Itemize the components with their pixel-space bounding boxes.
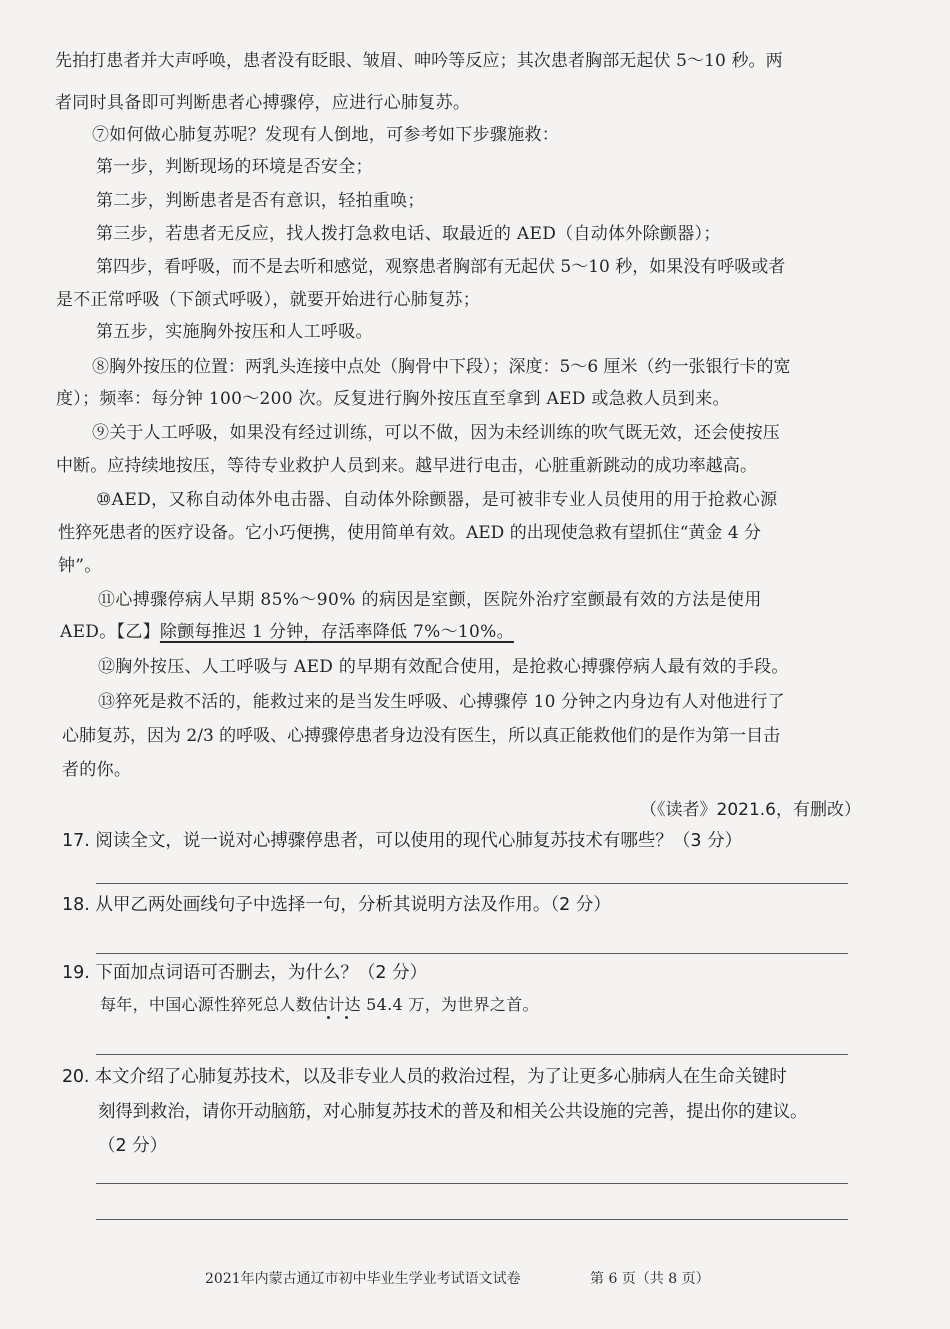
answer-line-20b[interactable] — [96, 1219, 848, 1220]
answer-line-18[interactable] — [96, 953, 848, 954]
article-line-9: 第五步，实施胸外按压和人工呼吸。 — [96, 322, 373, 342]
article-line-15: 性猝死患者的医疗设备。它小巧便携，使用简单有效。AED 的出现使急救有望抓住“黄金 4 分 — [58, 523, 762, 543]
article-line-6: 第三步，若患者无反应，找人拨打急救电话、取最近的 AED（自动体外除颤器）； — [96, 224, 721, 244]
question-20-line-3: （2 分） — [98, 1136, 168, 1156]
article-line-7: 第四步，看呼吸，而不是去听和感觉，观察患者胸部有无起伏 5～10 秒，如果没有呼吸或者 — [96, 257, 786, 277]
question-20-line-2: 刻得到救治，请你开动脑筋，对心肺复苏技术的普及和相关公共设施的完善，提出你的建议。 — [98, 1102, 808, 1122]
article-line-18 — [60, 621, 514, 643]
footer-exam-title: 2021年内蒙古通辽市初中毕业生学业考试语文试卷 — [205, 1271, 521, 1287]
article-line-5: 第二步，判断患者是否有意识，轻拍重唤； — [96, 191, 425, 211]
paragraph-11-start: AED。【乙】 — [60, 622, 160, 642]
article-line-4: 第一步，判断现场的环境是否安全； — [96, 157, 373, 177]
footer-page-info: 第 6 页（共 8 页） — [590, 1271, 710, 1287]
article-source: （《读者》2021.6，有删改） — [640, 800, 861, 820]
article-line-13: 中断。应持续地按压，等待专业救护人员到来。越早进行电击，心脏重新跳动的成功率越高。 — [56, 456, 758, 476]
emphasis-dot — [345, 1016, 348, 1019]
answer-line-17[interactable] — [96, 883, 848, 884]
question-18: 18. 从甲乙两处画线句子中选择一句，分析其说明方法及作用。（2 分） — [62, 895, 611, 915]
article-line-19: ⑫胸外按压、人工呼吸与 AED 的早期有效配合使用，是抢救心搏骤停病人最有效的手段。 — [98, 657, 789, 677]
article-line-8: 是不正常呼吸（下颌式呼吸），就要开始进行心肺复苏； — [56, 290, 480, 310]
article-line-12: ⑨关于人工呼吸，如果没有经过训练，可以不做，因为未经训练的吹气既无效，还会使按压 — [92, 423, 780, 443]
question-20-line-1: 20. 本文介绍了心肺复苏技术，以及非专业人员的救治过程，为了让更多心肺病人在生命关键时 — [62, 1067, 787, 1087]
underlined-sentence-yi: 除颤每推迟 1 分钟，存活率降低 7%～10%。 — [159, 622, 514, 642]
article-line-1: 先拍打患者并大声呼唤，患者没有眨眼、皱眉、呻吟等反应；其次患者胸部无起伏 5～10 秒。两 — [55, 51, 783, 71]
article-line-21: 心肺复苏，因为 2/3 的呼吸、心搏骤停患者身边没有医生，所以真正能救他们的是作为第一目击 — [62, 726, 781, 746]
answer-line-20a[interactable] — [96, 1183, 848, 1184]
question-19: 19. 下面加点词语可否删去，为什么？（2 分） — [62, 963, 428, 983]
emphasis-dot — [327, 1016, 330, 1019]
article-line-10: ⑧胸外按压的位置：两乳头连接中点处（胸骨中下段）；深度：5～6 厘米（约一张银行卡的宽 — [92, 357, 791, 377]
answer-line-19[interactable] — [96, 1054, 848, 1055]
article-line-22: 者的你。 — [62, 760, 132, 780]
article-line-20: ⑬猝死是救不活的，能救过来的是当发生呼吸、心搏骤停 10 分钟之内身边有人对他进行了 — [98, 692, 785, 712]
article-line-11: 度）；频率：每分钟 100～200 次。反复进行胸外按压直至拿到 AED 或急救人员到来。 — [56, 389, 730, 409]
article-line-3: ⑦如何做心肺复苏呢？发现有人倒地，可参考如下步骤施救： — [92, 125, 560, 145]
article-line-14: ⑩AED，又称自动体外电击器、自动体外除颤器，是可被非专业人员使用的用于抢救心源 — [96, 490, 778, 510]
article-line-16: 钟”。 — [58, 556, 102, 576]
question-19-sentence: 每年，中国心源性猝死总人数估计达 54.4 万，为世界之首。 — [100, 995, 539, 1014]
article-line-2: 者同时具备即可判断患者心搏骤停，应进行心肺复苏。 — [55, 93, 471, 113]
article-line-17: ⑪心搏骤停病人早期 85%～90% 的病因是室颤，医院外治疗室颤最有效的方法是使用 — [98, 590, 762, 610]
question-17: 17. 阅读全文，说一说对心搏骤停患者，可以使用的现代心肺复苏技术有哪些？（3 分） — [62, 831, 743, 851]
